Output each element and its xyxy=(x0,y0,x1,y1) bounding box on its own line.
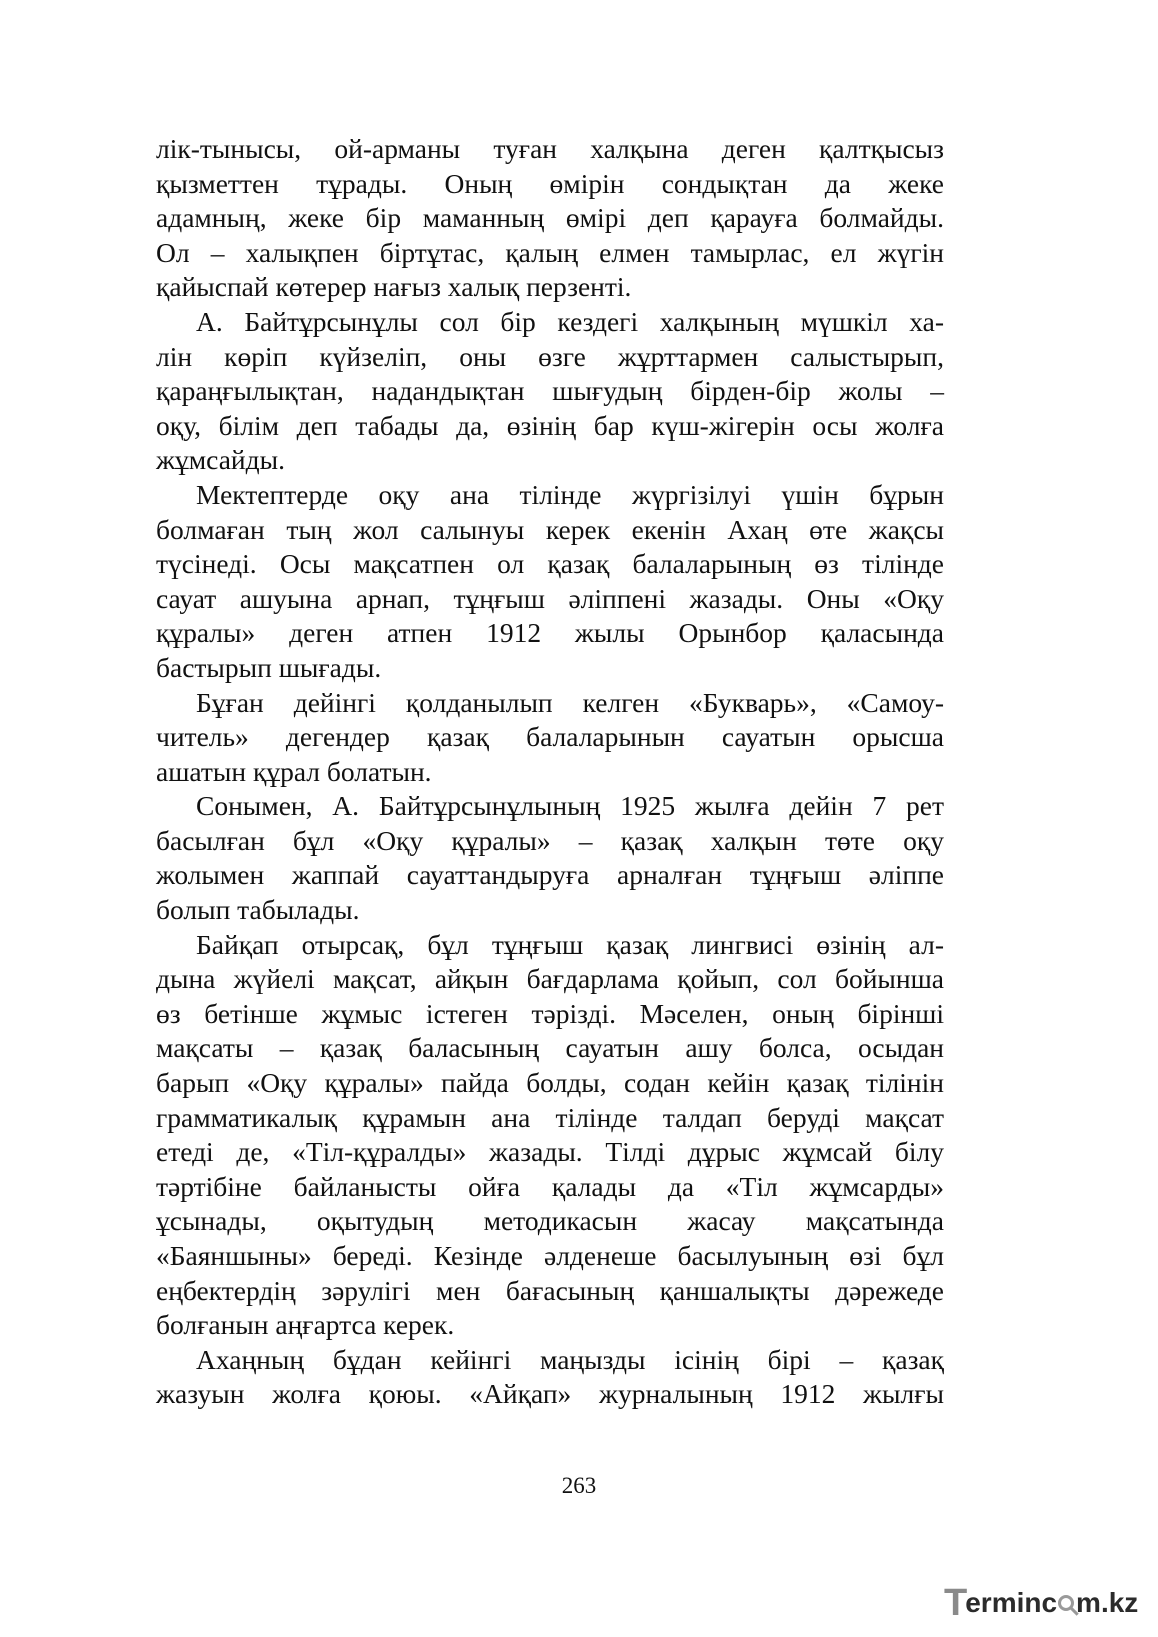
text-line: қараңғылықтан, надандықтан шығудың бірден-бір жолы – xyxy=(156,375,944,407)
body-text xyxy=(156,132,944,1412)
paragraph xyxy=(156,305,944,478)
text-line: читель» дегендер қазақ балаларынын сауатын орысша xyxy=(156,721,944,753)
text-line: басылған бұл «Оқу құралы» – қазақ халқын төте оқу xyxy=(156,824,944,856)
text-line: қайыспай көтерер нағыз халық перзенті. xyxy=(156,271,632,303)
text-line: еңбектердің зәрулігі мен бағасының қаншалықты дәрежеде xyxy=(156,1274,944,1306)
text-line: ашатын құрал болатын. xyxy=(156,755,432,787)
magnifier-icon xyxy=(1058,1595,1074,1611)
text-line: өз бетінше жұмыс істеген тәрізді. Мәселен, оның бірінші xyxy=(156,997,944,1029)
paragraph xyxy=(156,686,944,790)
text-line: болып табылады. xyxy=(156,894,360,926)
text-line: барып «Оқу құралы» пайда болды, содан кейін қазақ тілінін xyxy=(156,1067,944,1099)
text-line: жолымен жаппай сауаттандыруға арналған тұңғыш әліппе xyxy=(156,859,944,891)
text-line: қызметтен тұрады. Оның өмірін сондықтан да жеке xyxy=(156,167,944,199)
text-line: Мектептерде оқу ана тілінде жүргізілуі үшін бұрын xyxy=(196,478,944,510)
text-line: ұсынады, оқытудың методикасын жасау мақсатында xyxy=(156,1205,944,1237)
text-line: А. Байтұрсынұлы сол бір кездегі халқының мүшкіл ха- xyxy=(196,305,944,337)
text-line: дына жүйелі мақсат, айқын бағдарлама қойып, сол бойынша xyxy=(156,963,944,995)
text-line: тәртібіне байланысты ойға қалады да «Тіл жұмсарды» xyxy=(156,1170,944,1202)
paragraph xyxy=(156,789,944,927)
watermark-lead-letter: T xyxy=(944,1582,966,1624)
text-line: жұмсайды. xyxy=(156,444,285,476)
text-line: бастырып шығады. xyxy=(156,651,382,683)
text-line: болмаған тың жол салынуы керек екенін Ахаң өте жақсы xyxy=(156,513,944,545)
text-line: жазуын жолға қоюы. «Айқап» журналының 1912 жылғы xyxy=(156,1378,944,1410)
text-line: Ол – халықпен біртұтас, қалың елмен тамырлас, ел жүгін xyxy=(156,236,944,268)
text-line: грамматикалық құрамын ана тілінде талдап беруді мақсат xyxy=(156,1101,944,1133)
paragraph xyxy=(156,1343,944,1412)
text-line: түсінеді. Осы мақсатпен ол қазақ балаларының өз тілінде xyxy=(156,548,944,580)
page-number: 263 xyxy=(561,1473,597,1498)
text-line: лін көріп күйзеліп, оны өзге жұрттармен салыстырып, xyxy=(156,340,944,372)
text-line: адамның, жеке бір маманның өмірі деп қарауға болмайды. xyxy=(156,202,944,234)
text-line: мақсаты – қазақ баласының сауатын ашу болса, осыдан xyxy=(156,1032,944,1064)
text-line: Ахаңның бұдан кейінгі маңызды ісінің бірі – қазақ xyxy=(196,1343,944,1375)
watermark-text-mid: erminc xyxy=(965,1587,1058,1618)
paragraph xyxy=(156,478,944,686)
text-line: Бұған дейінгі қолданылып келген «Букварь», «Самоу- xyxy=(196,686,944,718)
termincom-watermark-logo xyxy=(944,1583,1144,1623)
paragraph xyxy=(156,132,944,305)
text-line: лік-тынысы, ой-арманы туған халқына деген қалтқысыз xyxy=(156,133,944,164)
watermark-text-tail: m.kz xyxy=(1076,1587,1139,1618)
paragraph xyxy=(156,928,944,1343)
text-line: «Баяншыны» береді. Кезінде әлденеше басылуының өзі бұл xyxy=(156,1240,944,1271)
text-line: сауат ашуына арнап, тұңғыш әліппені жазады. Оны «Оқу xyxy=(156,582,944,614)
text-line: оқу, білім деп табады да, өзінің бар күш-жігерін осы жолға xyxy=(156,409,944,441)
text-line: етеді де, «Тіл-құралды» жазады. Тілді дұрыс жұмсай білу xyxy=(156,1136,944,1168)
text-line: құралы» деген атпен 1912 жылы Орынбор қаласында xyxy=(156,617,944,649)
text-line: Байқап отырсақ, бұл тұңғыш қазақ лингвисі өзінің ал- xyxy=(196,928,944,960)
text-line: Сонымен, А. Байтұрсынұлының 1925 жылға дейін 7 рет xyxy=(196,790,944,822)
text-line: болғанын аңғартса керек. xyxy=(156,1309,455,1341)
